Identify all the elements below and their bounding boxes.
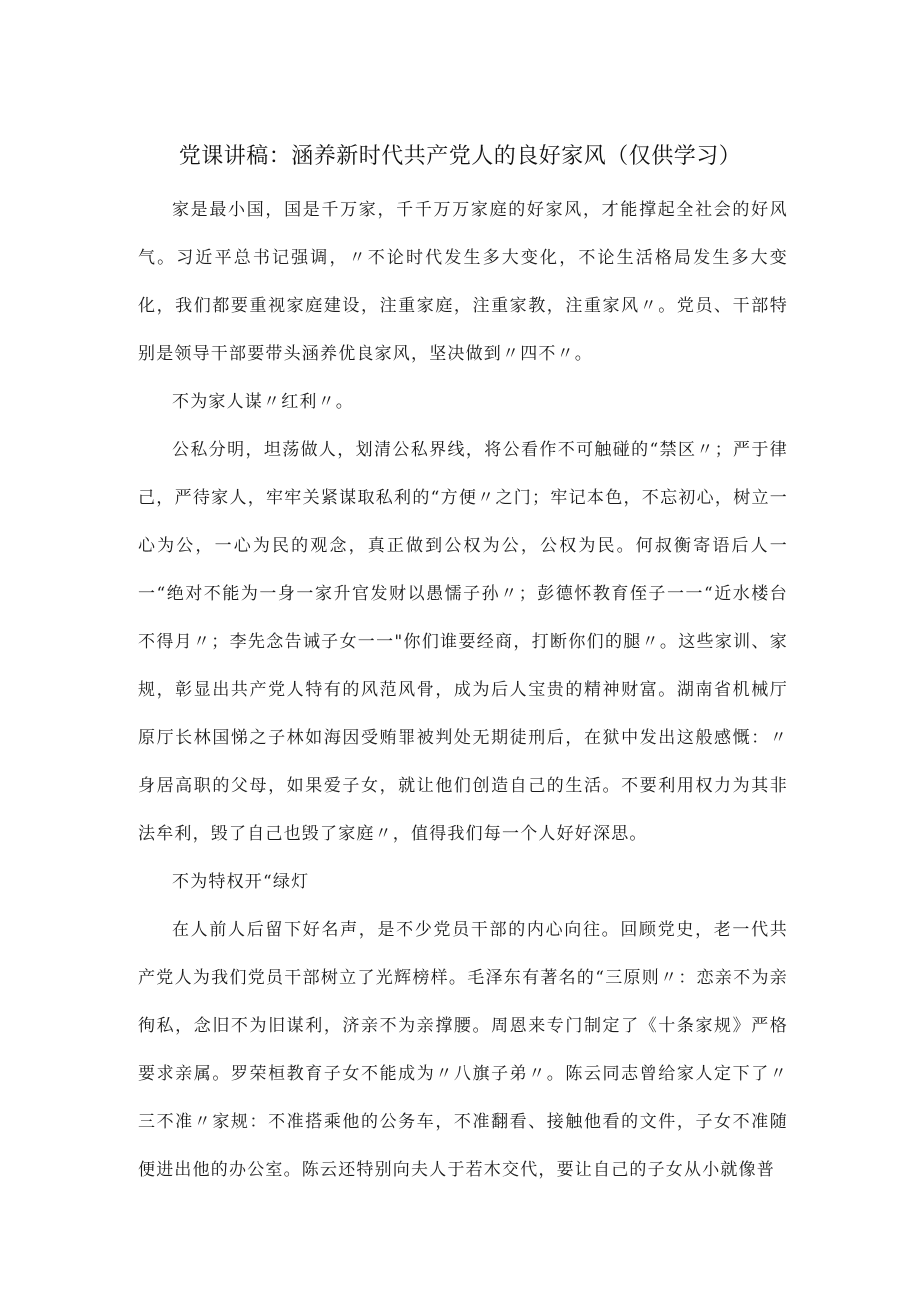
paragraph-section-1: 公私分明，坦荡做人，划清公私界线，将公看作不可触碰的“禁区〃；严于律己，严待家人，牢牢关紧谋取私利的“方便〃之门；牢记本色，不忘初心，树立一心为公，一心为民的观念，真正做到公权为公，公权为民。何叔衡寄语后人一一“绝对不能为一身一家升官发财以愚懦子孙〃；彭德怀教育侄子一一“近水楼台不得月〃；李先念告诫子女一一"你们谁要经商，打断你们的腿〃。这些家训、家规，彰显出共产党人特有的风范风骨，成为后人宝贵的精神财富。湖南省机械厅原厅长林国悌之子林如海因受贿罪被判处无期徒刑后，在狱中发出这般感慨：〃身居高职的父母，如果爱子女，就让他们创造自己的生活。不要利用权力为其非法牟利，毁了自己也毁了家庭〃，值得我们每一个人好好深思。: [138, 440, 788, 844]
paragraph-intro: 家是最小国，国是千万家，千千万万家庭的好家风，才能撑起全社会的好风气。习近平总书记强调，〃不论时代发生多大变化，不论生活格局发生多大变化，我们都要重视家庭建设，注重家庭，注重家教，注重家风〃。党员、干部特别是领导干部要带头涵养优良家风，坚决做到〃四不〃。: [138, 200, 788, 364]
section-heading-2: 不为特权开“绿灯: [172, 872, 310, 892]
document-body: [138, 186, 788, 1194]
paragraph-section-2: 在人前人后留下好名声，是不少党员干部的内心向往。回顾党史，老一代共产党人为我们党员干部树立了光辉榜样。毛泽东有著名的“三原则〃：恋亲不为亲徇私，念旧不为旧谋利，济亲不为亲撑腰。周恩来专门制定了《十条家规》严格要求亲属。罗荣桓教育子女不能成为〃八旗子弟〃。陈云同志曾给家人定下了〃三不准〃家规：不准搭乘他的公务车，不准翻看、接触他看的文件，子女不准随便进出他的办公室。陈云还特别向夫人于若木交代，要让自己的子女从小就像普: [138, 920, 788, 1180]
document-title: 党课讲稿：涵养新时代共产党人的良好家风（仅供学习）: [178, 144, 742, 169]
section-heading-1: 不为家人谋〃红利〃。: [172, 392, 354, 412]
